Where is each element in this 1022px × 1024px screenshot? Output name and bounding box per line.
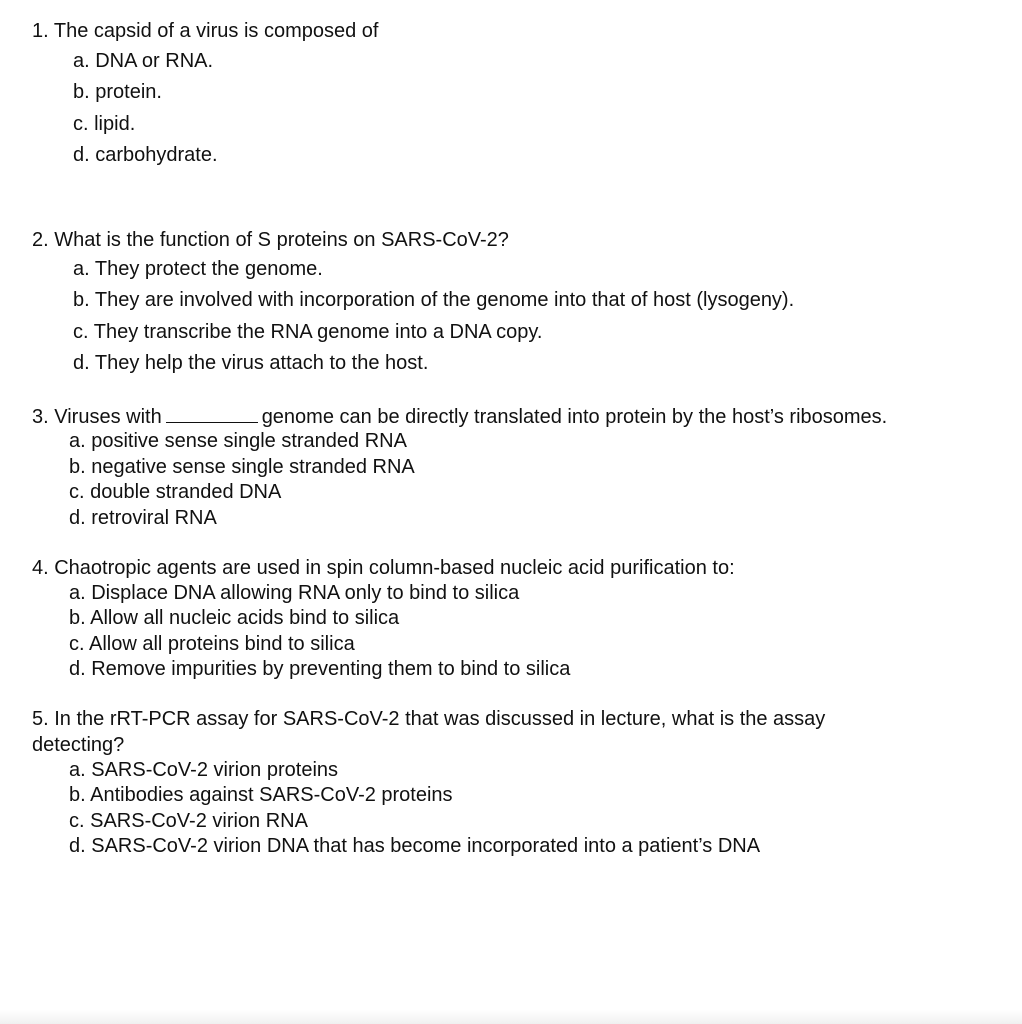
question-2-option-c: c. They transcribe the RNA genome into a DNA copy. — [73, 321, 543, 343]
question-5-option-b: b. Antibodies against SARS-CoV-2 proteins — [69, 784, 453, 806]
question-5-option-a: a. SARS-CoV-2 virion proteins — [69, 759, 339, 781]
question-5-stem-line-1: 5. In the rRT-PCR assay for SARS-CoV-2 that was discussed in lecture, what is the assay — [32, 708, 826, 730]
question-4-option-a: a. Displace DNA allowing RNA only to bind to silica — [69, 582, 520, 604]
question-3-option-c: c. double stranded DNA — [69, 481, 282, 503]
page-bottom-edge — [0, 1010, 1022, 1024]
question-1-option-c: c. lipid. — [73, 113, 136, 135]
question-4-option-c: c. Allow all proteins bind to silica — [69, 633, 355, 655]
question-1-option-a: a. DNA or RNA. — [73, 50, 214, 72]
question-5-option-c: c. SARS-CoV-2 virion RNA — [69, 810, 308, 832]
question-2-option-d: d. They help the virus attach to the host. — [73, 352, 429, 374]
question-3-stem-end: genome can be directly translated into protein by the host’s ribosomes. — [261, 406, 888, 428]
answer-blank — [166, 404, 258, 423]
question-2-option-b: b. They are involved with incorporation of the genome into that of host (lysogeny). — [73, 289, 795, 311]
question-1-stem: 1. The capsid of a virus is composed of — [32, 20, 379, 42]
question-5-option-d: d. SARS-CoV-2 virion DNA that has become incorporated into a patient’s DNA — [69, 835, 761, 857]
question-3-option-b: b. negative sense single stranded RNA — [69, 456, 415, 478]
question-3-stem-start: 3. Viruses with — [32, 406, 162, 428]
question-4-stem: 4. Chaotropic agents are used in spin column-based nucleic acid purification to: — [32, 557, 735, 579]
question-3-stem — [32, 404, 887, 429]
question-3-option-d: d. retroviral RNA — [69, 507, 217, 529]
question-1-option-d: d. carbohydrate. — [73, 144, 218, 166]
question-1-option-b: b. protein. — [73, 81, 162, 103]
question-4-option-b: b. Allow all nucleic acids bind to silica — [69, 607, 400, 629]
question-4-option-d: d. Remove impurities by preventing them to bind to silica — [69, 658, 571, 680]
question-5-stem-line-2: detecting? — [32, 734, 125, 756]
question-2-stem: 2. What is the function of S proteins on SARS-CoV-2? — [32, 229, 509, 251]
question-3-option-a: a. positive sense single stranded RNA — [69, 430, 407, 452]
question-2-option-a: a. They protect the genome. — [73, 258, 323, 280]
